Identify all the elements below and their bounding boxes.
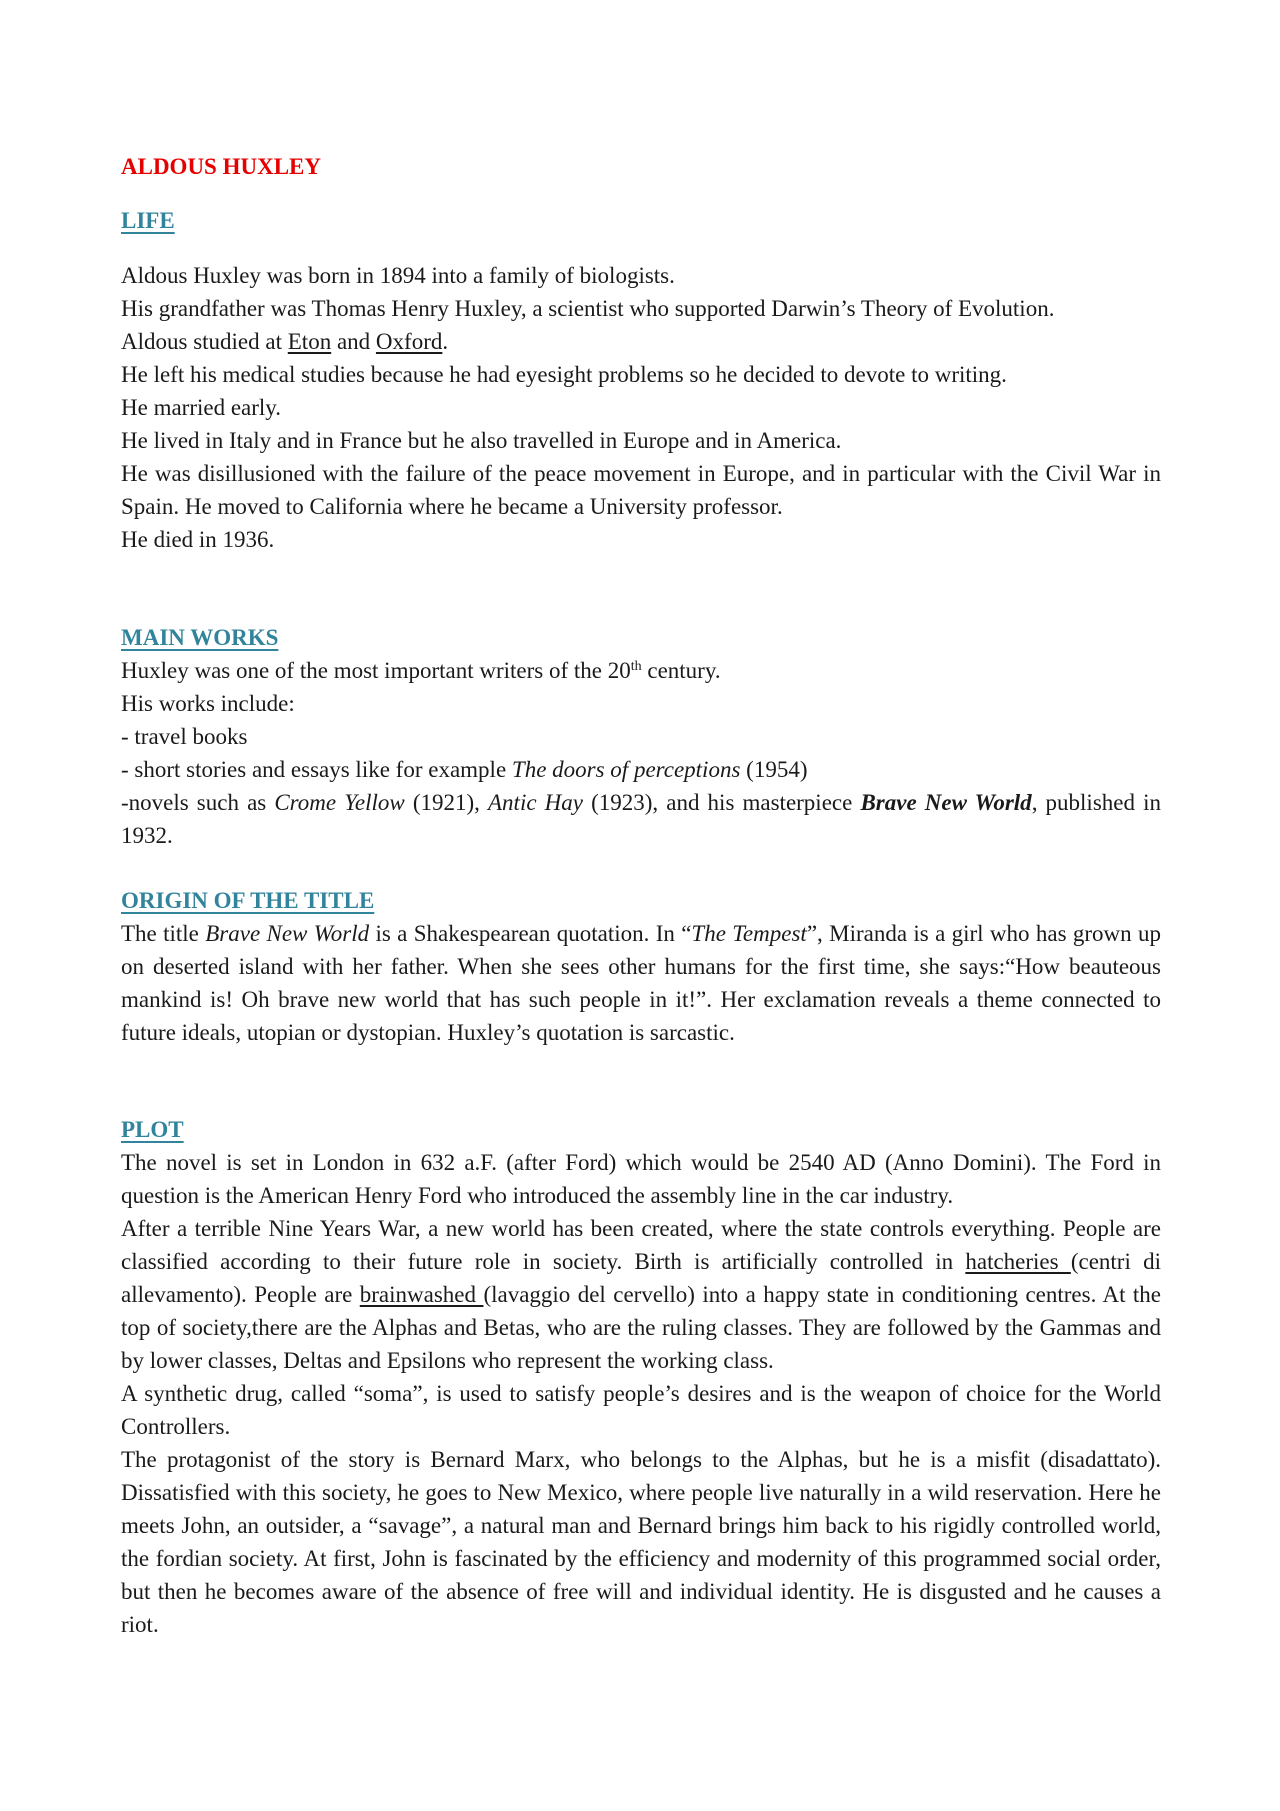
book-title: The doors of perceptions: [511, 757, 741, 782]
document-title: ALDOUS HUXLEY: [121, 154, 322, 179]
book-title-masterpiece: Brave New World: [860, 790, 1032, 815]
eton-link: Eton: [287, 329, 332, 354]
book-title: Crome Yellow: [274, 790, 405, 815]
plot-paragraph: [121, 1212, 1161, 1377]
life-line: He left his medical studies because he had eyesight problems so he decided to devote to writing.: [121, 362, 1007, 387]
text: - short stories and essays like for example: [121, 757, 512, 782]
plot-section: [121, 1146, 1161, 1641]
life-line: [121, 325, 1161, 358]
plot-paragraph: The novel is set in London in 632 a.F. (after Ford) which would be 2540 AD (Anno Domini). The Ford in question is the American Henry Ford who introduced the assembly line in the car industry.: [121, 1150, 1161, 1208]
text: ”, Miranda is a girl who has grown up on deserted island with her father. When she sees other humans for the first time, she says:“How beauteous mankind is! Oh brave new world that has such people in it!”. Her exclamation reveals a theme connected to future ideals, utopian or dystopian. Huxley’s quotation is sarcastic.: [121, 921, 1161, 1045]
section-heading-main-works: MAIN WORKS: [121, 625, 279, 650]
section-heading-life: LIFE: [121, 208, 175, 233]
origin-paragraph: [121, 917, 1161, 1049]
life-section: [121, 259, 1161, 556]
life-line: He was disillusioned with the failure of the peace movement in Europe, and in particular with the Civil War in Spain. He moved to California where he became a University professor.: [121, 461, 1161, 519]
text: century.: [641, 658, 721, 683]
text: and: [331, 329, 376, 354]
works-line: [121, 786, 1161, 852]
plot-paragraph: The protagonist of the story is Bernard Marx, who belongs to the Alphas, but he is a misfit (disadattato). Dissatisfied with this society, he goes to New Mexico, where people live naturally in a wild reservation. Here he meets John, an outsider, a “savage”, a natural man and Bernard brings him back to his rigidly controlled world, the fordian society. At first, John is fascinated by the efficiency and modernity of this programmed social order, but then he becomes aware of the absence of free will and individual identity. He is disgusted and he causes a riot.: [121, 1447, 1161, 1637]
text: Aldous studied at: [121, 329, 288, 354]
text: , published in 1932.: [121, 790, 1161, 848]
underlined-term: brainwashed: [359, 1282, 484, 1307]
works-line: - travel books: [121, 724, 248, 749]
text: (1921),: [404, 790, 488, 815]
plot-paragraph: A synthetic drug, called “soma”, is used to satisfy people’s desires and is the weapon of choice for the World Controllers.: [121, 1381, 1161, 1439]
life-line: Aldous Huxley was born in 1894 into a family of biologists.: [121, 263, 675, 288]
underlined-term: hatcheries: [965, 1249, 1071, 1274]
works-line: His works include:: [121, 691, 295, 716]
book-title: Antic Hay: [488, 790, 583, 815]
superscript: th: [630, 659, 642, 674]
life-line: He married early.: [121, 395, 282, 420]
book-title: Brave New World: [205, 921, 370, 946]
life-line: He lived in Italy and in France but he also travelled in Europe and in America.: [121, 428, 842, 453]
text: (lavaggio del cervello) into a happy state in conditioning centres. At the top of society,there are the Alphas and Betas, who are the ruling classes. They are followed by the Gammas and by lower classes, Deltas and Epsilons who represent the working class.: [121, 1282, 1162, 1373]
text: -novels such as: [121, 790, 275, 815]
text: (1923), and his masterpiece: [582, 790, 861, 815]
works-line: [121, 654, 1161, 687]
text: Huxley was one of the most important writers of the 20: [121, 658, 631, 683]
text: (1954): [740, 757, 808, 782]
main-works-section: [121, 654, 1161, 852]
life-line: He died in 1936.: [121, 527, 275, 552]
text: .: [442, 329, 449, 354]
life-line: His grandfather was Thomas Henry Huxley, a scientist who supported Darwin’s Theory of Evolution.: [121, 296, 1055, 321]
works-line: [121, 753, 1161, 786]
section-heading-plot: PLOT: [121, 1117, 184, 1142]
text: (centri di allevamento). People are: [121, 1249, 1162, 1307]
play-title: The Tempest: [691, 921, 807, 946]
oxford-link: Oxford: [375, 329, 443, 354]
text: is a Shakespearean quotation. In “: [369, 921, 692, 946]
text: The title: [121, 921, 206, 946]
origin-section: [121, 917, 1161, 1049]
section-heading-origin: ORIGIN OF THE TITLE: [121, 888, 375, 913]
text: After a terrible Nine Years War, a new world has been created, where the state controls everything. People are classified according to their future role in society. Birth is artificially controlled in: [121, 1216, 1161, 1274]
